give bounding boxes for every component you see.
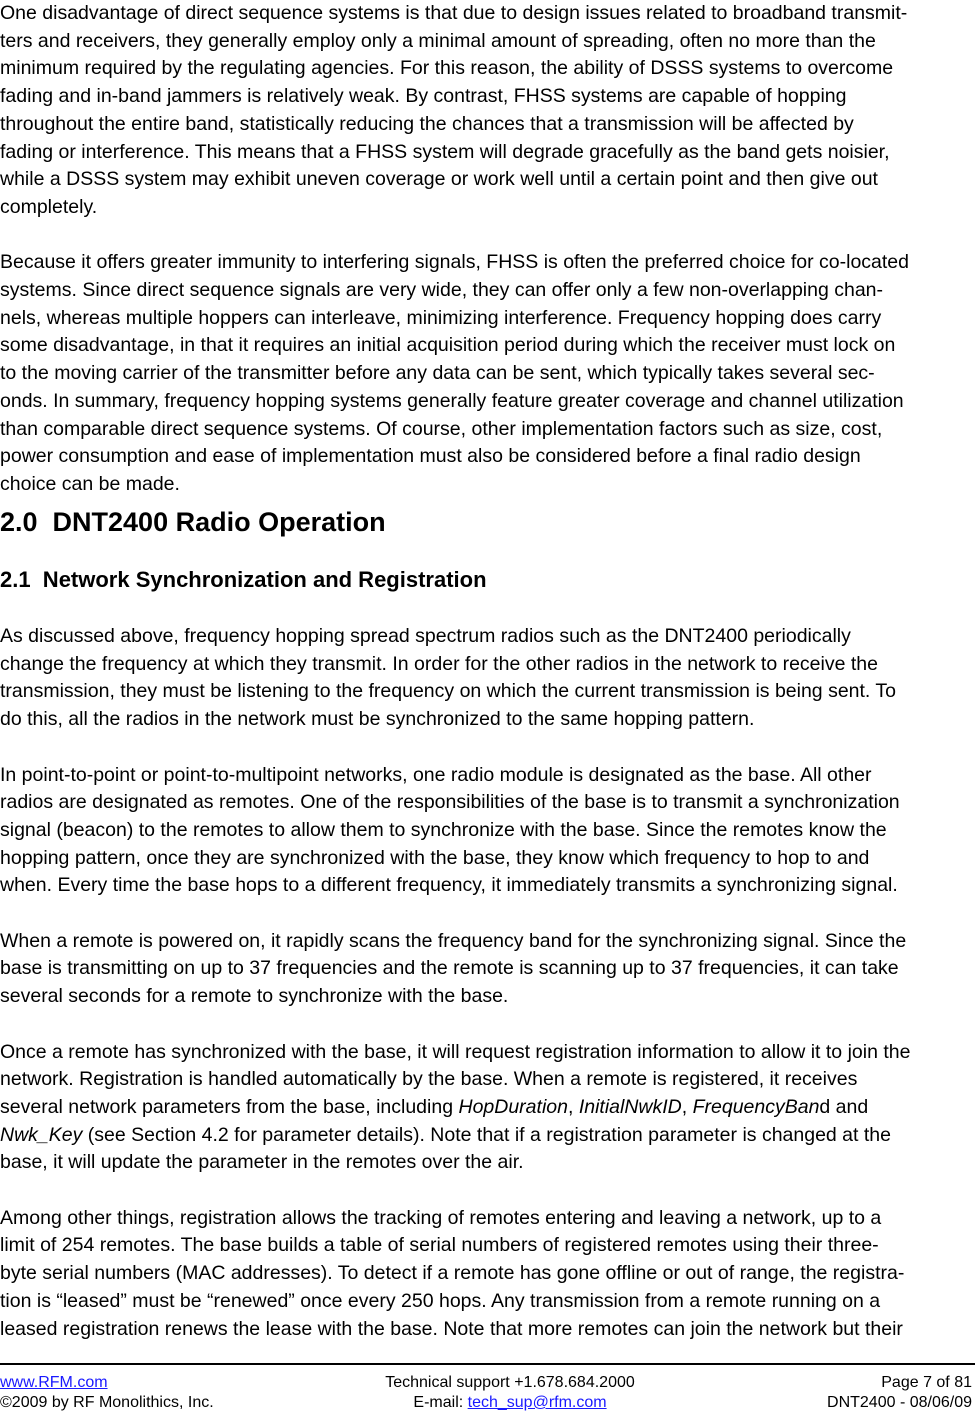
text-line: radios are designated as remotes. One of the responsibilities of the base is to transmit a synchronization (0, 791, 900, 814)
param-initialnwkid: InitialNwkID (578, 1095, 682, 1118)
text-span: several network parameters from the base, including (0, 1095, 459, 1118)
text-line: some disadvantage, in that it requires an initial acquisition period during which the receiver must lock on (0, 334, 896, 357)
footer-left (0, 1373, 214, 1413)
paragraph-dsss-disadvantage (0, 0, 909, 222)
text-span: (see Section 4.2 for parameter details). Note that if a registration parameter is changed at the (82, 1123, 891, 1146)
paragraph-registration (0, 1039, 910, 1178)
text-line: than comparable direct sequence systems. Of course, other implementation factors such as size, cost, (0, 417, 883, 440)
text-line: base, it will update the parameter in the remotes over the air. (0, 1151, 524, 1174)
text-line: tion is “leased” must be “renewed” once every 250 hops. Any transmission from a remote running on a (0, 1289, 881, 1312)
text-line: several seconds for a remote to synchronize with the base. (0, 985, 509, 1008)
text-line: systems. Since direct sequence signals are very wide, they can offer only a few non-overlapping chan- (0, 279, 884, 302)
param-frequencyband: FrequencyBan (692, 1095, 820, 1118)
email-link[interactable]: tech_sup@rfm.com (467, 1394, 607, 1411)
website-link[interactable]: www.RFM.com (0, 1374, 108, 1391)
text-line: signal (beacon) to the remotes to allow them to synchronize with the base. Since the remotes know the (0, 818, 887, 841)
text-line: base is transmitting on up to 37 frequencies and the remote is scanning up to 37 frequencies, it can take (0, 957, 899, 980)
text-line: do this, all the radios in the network must be synchronized to the same hopping pattern. (0, 708, 755, 731)
subsection-heading: 2.1 Network Synchronization and Registration (0, 567, 487, 592)
text-line: network. Registration is handled automatically by the base. When a remote is registered, it receives (0, 1068, 858, 1091)
paragraph-registration-tracking (0, 1205, 910, 1344)
text-line (0, 1094, 910, 1122)
text-line: byte serial numbers (MAC addresses). To detect if a remote has gone offline or out of range, the registra- (0, 1262, 905, 1285)
copyright-text: ©2009 by RF Monolithics, Inc. (0, 1394, 214, 1411)
text-line: Once a remote has synchronized with the base, it will request registration information to allow it to join the (0, 1040, 911, 1063)
text-line: nels, whereas multiple hoppers can interleave, minimizing interference. Frequency hopping does carry (0, 306, 882, 329)
section-heading: 2.0 DNT2400 Radio Operation (0, 507, 386, 537)
paragraph-base-remotes (0, 762, 910, 901)
page-number: Page 7 of 81 (881, 1374, 972, 1391)
param-hopduration: HopDuration (458, 1095, 568, 1118)
paragraph-fhss-immunity (0, 249, 909, 498)
footer-divider (0, 1363, 975, 1365)
document-id: DNT2400 - 08/06/09 (827, 1394, 972, 1411)
text-line: fading or interference. This means that a FHSS system will degrade gracefully as the band gets noisier, (0, 140, 890, 163)
text-line (0, 1122, 910, 1150)
text-span: , (567, 1095, 579, 1118)
text-span: , (681, 1095, 693, 1118)
footer-right (827, 1373, 972, 1413)
text-line: One disadvantage of direct sequence systems is that due to design issues related to broadband transmit- (0, 2, 908, 24)
text-line: when. Every time the base hops to a different frequency, it immediately transmits a synchronizing signal. (0, 874, 898, 897)
text-line: to the moving carrier of the transmitter before any data can be sent, which typically takes several sec- (0, 362, 875, 385)
text-line: fading and in-band jammers is relatively weak. By contrast, FHSS systems are capable of hopping (0, 85, 847, 108)
param-nwk-key: Nwk_Key (0, 1123, 83, 1146)
text-line: ters and receivers, they generally employ only a minimal amount of spreading, often no more than the (0, 29, 876, 52)
text-line: When a remote is powered on, it rapidly scans the frequency band for the synchronizing signal. Since the (0, 929, 907, 952)
text-line: choice can be made. (0, 472, 180, 495)
text-line: change the frequency at which they transmit. In order for the other radios in the network to receive the (0, 652, 878, 675)
text-line: minimum required by the regulating agencies. For this reason, the ability of DSSS systems to overcome (0, 57, 894, 80)
text-line: while a DSSS system may exhibit uneven coverage or work well until a certain point and then give out (0, 168, 878, 191)
network-sync-section (0, 623, 910, 1343)
text-line: Because it offers greater immunity to interfering signals, FHSS is often the preferred choice for co-located (0, 251, 909, 274)
text-line: leased registration renews the lease with the base. Note that more remotes can join the network but their (0, 1317, 903, 1340)
support-phone: Technical support +1.678.684.2000 (385, 1374, 635, 1391)
paragraph-remote-power-on (0, 928, 910, 1011)
email-label: E-mail: (413, 1394, 468, 1411)
text-line: completely. (0, 195, 98, 218)
text-line: throughout the entire band, statistically reducing the chances that a transmission will be affected by (0, 112, 854, 135)
text-line: Among other things, registration allows the tracking of remotes entering and leaving a network, up to a (0, 1206, 882, 1229)
text-line: In point-to-point or point-to-multipoint networks, one radio module is designated as the base. All other (0, 763, 872, 786)
text-line: As discussed above, frequency hopping spread spectrum radios such as the DNT2400 periodically (0, 625, 851, 647)
text-line: hopping pattern, once they are synchronized with the base, they know which frequency to hop to and (0, 846, 870, 869)
footer-center (330, 1373, 690, 1413)
text-line: transmission, they must be listening to the frequency on which the current transmission is being sent. To (0, 680, 897, 703)
text-line: power consumption and ease of implementation must also be considered before a final radio design (0, 445, 861, 468)
intro-section (0, 0, 909, 499)
text-line: limit of 254 remotes. The base builds a table of serial numbers of registered remotes using their three- (0, 1234, 879, 1257)
paragraph-hopping-intro (0, 623, 910, 734)
text-line: onds. In summary, frequency hopping systems generally feature greater coverage and channel utilization (0, 389, 904, 412)
text-span: d and (819, 1095, 869, 1118)
